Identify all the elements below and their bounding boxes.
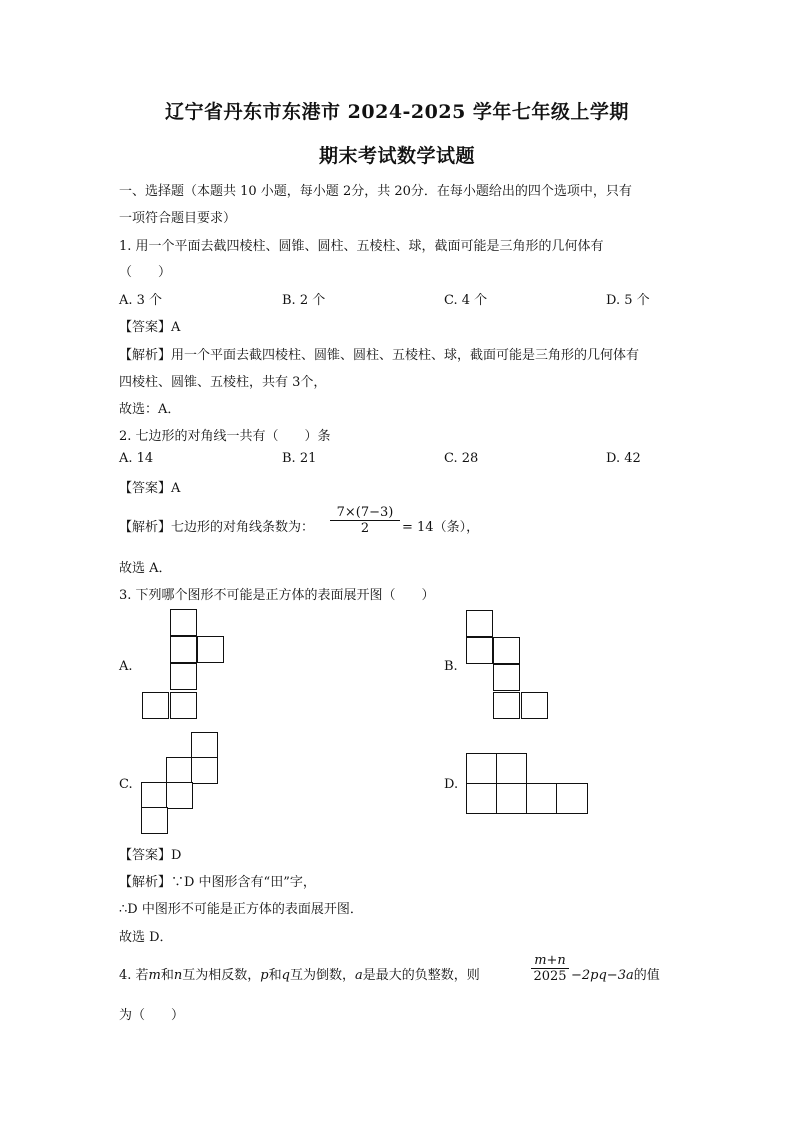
net-square — [170, 692, 197, 719]
q1-option-a: A. 3 个 — [119, 293, 163, 308]
q4-fraction — [531, 953, 569, 984]
net-square — [141, 807, 168, 834]
q1-conclusion: 故选：A． — [119, 402, 181, 417]
q4-fraction-denominator: 2025 — [533, 969, 567, 984]
q4-stem-prefix: 4. 若 — [119, 968, 149, 983]
q1-option-c: C. 4 个 — [444, 293, 488, 308]
q4-expression: −2pq−3a — [571, 968, 634, 983]
q4-var-n: n — [173, 968, 183, 983]
net-square — [493, 692, 520, 719]
q3-option-b-label: B. — [444, 659, 458, 674]
q1-analysis-cont: 四棱柱、圆锥、五棱柱，共有 3个， — [119, 375, 327, 390]
section-header: 一、选择题（本题共 10 小题，每小题 2分，共 20分．在每小题给出的四个选项中，只有 — [119, 184, 632, 199]
q4-var-m: m — [148, 968, 161, 983]
q1-analysis: 【解析】用一个平面去截四棱柱、圆锥、圆柱、五棱柱、球，截面可能是三角形的几何体有 — [119, 348, 640, 363]
net-square — [197, 636, 224, 663]
net-square — [521, 692, 548, 719]
q3-option-d-label: D. — [444, 777, 459, 792]
net-square — [166, 782, 193, 809]
q2-stem: 2. 七边形的对角线一共有（ ）条 — [119, 429, 331, 444]
net-square — [466, 637, 493, 664]
q4-text: 是最大的负整数，则 — [362, 968, 480, 983]
net-square — [170, 609, 197, 636]
q3-answer: 【答案】D — [119, 848, 182, 863]
q2-option-d: D. 42 — [606, 451, 641, 466]
net-square — [526, 783, 557, 814]
q2-fraction-denominator: 2 — [360, 521, 370, 536]
section-header-cont: 一项符合题目要求） — [119, 211, 237, 226]
q4-var-q: q — [281, 968, 290, 983]
q4-text: 互为相反数， — [182, 968, 261, 983]
net-square — [191, 757, 218, 784]
q2-option-b: B. 21 — [282, 451, 317, 466]
q1-option-b: B. 2 个 — [282, 293, 326, 308]
net-square — [191, 732, 218, 759]
q1-option-d: D. 5 个 — [606, 293, 650, 308]
q2-answer: 【答案】A — [119, 481, 181, 496]
net-square — [166, 757, 193, 784]
q2-analysis-prefix: 【解析】七边形的对角线条数为： — [119, 520, 315, 535]
q2-fraction — [330, 505, 400, 536]
net-square — [170, 636, 197, 663]
q4-text: 和 — [160, 968, 174, 983]
q2-conclusion: 故选 A． — [119, 561, 172, 576]
q4-text: 的值 — [633, 968, 660, 983]
document-title-line1: 辽宁省丹东市东港市 2024-2025 学年七年级上学期 — [165, 101, 629, 123]
q3-analysis: 【解析】∵D 中图形含有“田”字， — [119, 875, 316, 890]
q4-stem-cont: 为（ ） — [119, 1008, 185, 1023]
net-square — [496, 753, 527, 784]
q3-option-a-label: A. — [119, 659, 133, 674]
q4-text: 和 — [268, 968, 282, 983]
document-title-line2: 期末考试数学试题 — [318, 145, 475, 167]
net-square — [556, 783, 588, 814]
q4-var-p: p — [260, 968, 269, 983]
net-square — [141, 782, 168, 809]
net-square — [142, 692, 169, 719]
q2-option-c: C. 28 — [444, 451, 479, 466]
q1-answer: 【答案】A — [119, 320, 181, 335]
net-square — [496, 783, 527, 814]
q3-analysis-cont: ∴D 中图形不可能是正方体的表面展开图． — [119, 902, 363, 917]
q2-fraction-numerator: 7×(7−3) — [336, 505, 394, 520]
q4-expression-tail — [571, 964, 660, 983]
net-square — [466, 610, 493, 637]
q3-option-c-label: C. — [119, 777, 133, 792]
net-square — [493, 637, 520, 664]
q4-fraction-numerator: m+n — [534, 953, 566, 968]
q4-stem — [119, 964, 480, 983]
q3-stem: 3. 下列哪个图形不可能是正方体的表面展开图（ ） — [119, 588, 435, 603]
net-square — [466, 783, 497, 814]
q4-text: 互为倒数， — [289, 968, 355, 983]
q1-paren: （ ） — [119, 265, 172, 280]
net-square — [466, 753, 497, 784]
q3-conclusion: 故选 D． — [119, 930, 173, 945]
q1-stem: 1. 用一个平面去截四棱柱、圆锥、圆柱、五棱柱、球，截面可能是三角形的几何体有 — [119, 239, 604, 254]
q2-option-a: A. 14 — [119, 451, 154, 466]
net-square — [493, 664, 520, 691]
q2-analysis-suffix: = 14（条）， — [402, 520, 480, 535]
net-square — [170, 663, 197, 690]
q4-var-a: a — [354, 968, 363, 983]
